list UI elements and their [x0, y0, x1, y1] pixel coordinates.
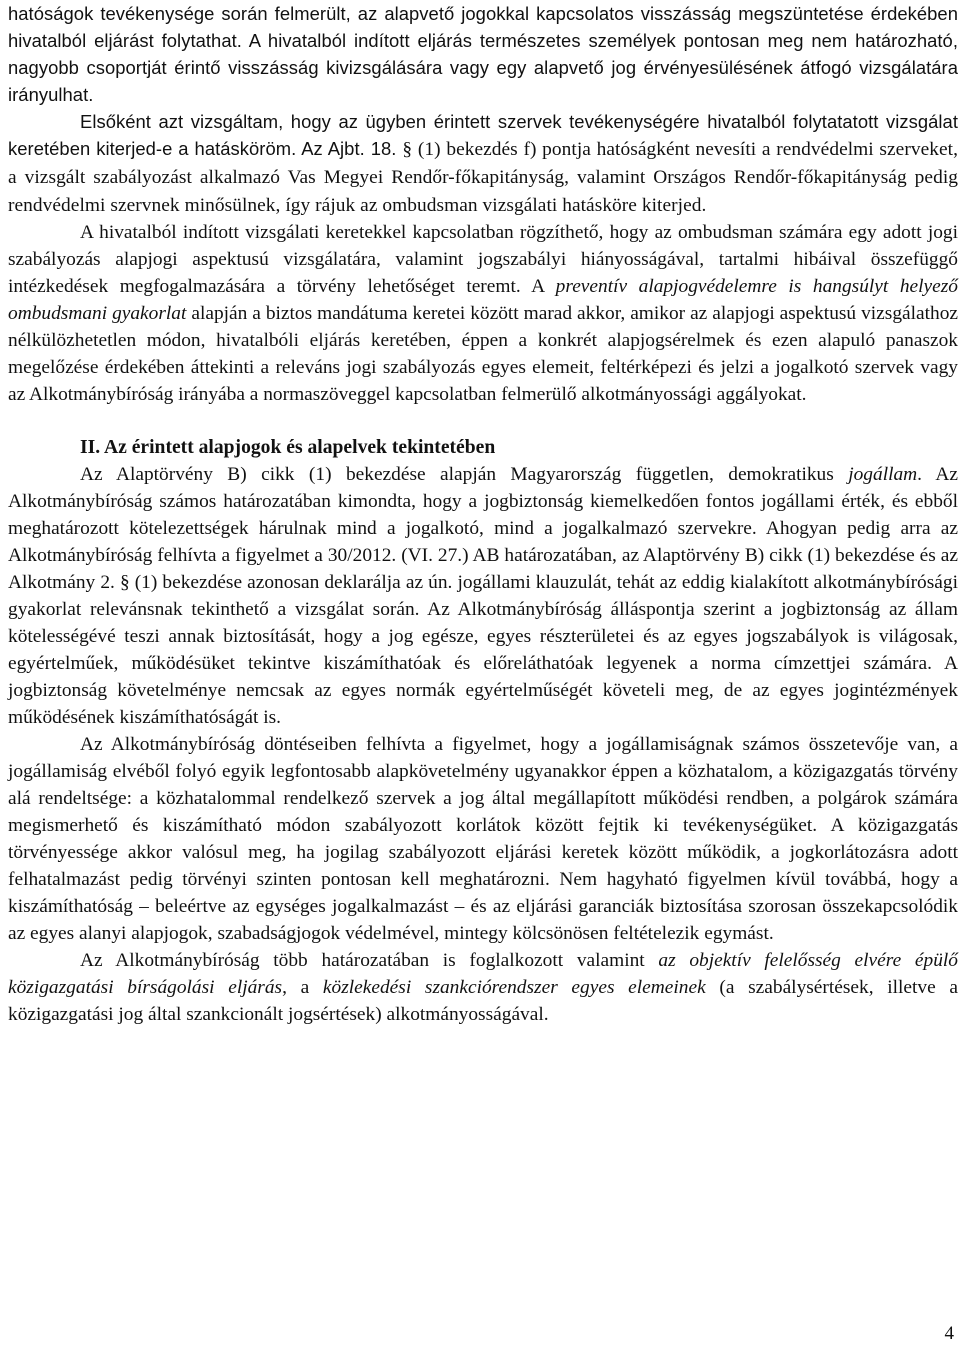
text-run: alapján a biztos mandátuma keretei között marad akkor, amikor az alapjogi aspektusú vizsgálathoz nélkülözhetetlen módon, hivatalbóli eljárás keretében, éppen a konkrét alapjogsérelmek és ezen alapuló panaszok megelőzése érdekében áttekinti a releváns jogi szabályozás egyes elemeit, feltérképezi és jelzi a jogalkotó szervek vagy az Alkotmánybíróság irányába a normaszöveggel kapcsolatban felmerülő alkotmányossági aggályokat.	[8, 303, 958, 405]
emphasis-preventive-practice: preventív alapjogvédelemre is hangsúlyt helyező ombudsmani gyakorlat	[8, 276, 958, 324]
paragraph-preventive-protection	[8, 219, 958, 408]
text-run: Elsőként azt vizsgáltam, hogy az ügyben érintett szervek tevékenységére hivatalból folytatatott vizsgálat keretében kiterjed-e a hatásköröm. Az Ajbt. 18.	[8, 111, 958, 159]
emphasis-jogallam: jogállam	[848, 464, 918, 485]
text-run: (a szabálysértések, illetve a közigazgatási jog által szankcionált jogsértések) alkotmányosságával.	[8, 977, 958, 1025]
text-run: Az Alkotmánybíróság több határozatában is foglalkozott valamint	[80, 950, 659, 971]
emphasis-objective-liability: az objektív felelősség elvére épülő közigazgatási bírságolási eljárás	[8, 950, 958, 998]
paragraph-public-administration	[8, 731, 958, 947]
paragraph-ex-officio-procedure	[8, 0, 958, 108]
text-run: hatóságok tevékenysége során felmerült, az alapvető jogokkal kapcsolatos visszásság megszüntetése érdekében hivatalból eljárást folytathat. A hivatalból indított eljárás természetes személyek pontosan meg nem határozható, nagyobb csoportját érintő visszásság kivizsgálására vagy egy alapvető jog érvényesülésének átfogó vizsgálatára irányulhat.	[8, 3, 958, 105]
text-run: A hivatalból indított vizsgálati keretekkel kapcsolatban rögzíthető, hogy az ombudsman számára egy adott jogi szabályozás alapjogi aspektusú vizsgálatára, valamint jogszabályi hiányosságával, tartalmi hibáival összefüggő intézkedések megfogalmazására a törvény lehetőséget teremt. A	[8, 222, 958, 297]
text-run: . Az Alkotmánybíróság számos határozatában kimondta, hogy a jogbiztonság kiemelkedően fontos jogállami érték, és ebből meghatározott kötelezettségek hárulnak mind a jogalkotó, mind a jogalkalmazó szervekre. Ahogyan pedig arra az Alkotmánybíróság felhívta a figyelmet a 30/2012. (VI. 27.) AB határozatában, az Alaptörvény B) cikk (1) bekezdése és az Alkotmány 2. § (1) bekezdése azonosan deklarálja az ún. jogállami klauzulát, tehát az eddig kialakított alkotmánybírósági gyakorlat relevánsnak tekinthető a vizsgálat során. Az Alkotmánybíróság álláspontja szerint a jogbiztonság az állam kötelességévé teszi annak biztosítását, hogy a jog egésze, egyes részterületei és az egyes jogszabályok is világosak, egyértelműek, működésüket tekintve kiszámíthatóak és előreláthatóak legyenek a norma címzettjei számára. A jogbiztonság követelménye nemcsak az egyes normák egyértelműségét követeli meg, de az egyes jogintézmények működésének kiszámíthatóságát is.	[8, 464, 958, 728]
text-run: Az Alaptörvény B) cikk (1) bekezdése alapján Magyarország független, demokratikus	[80, 464, 849, 485]
section-number: II.	[80, 437, 101, 458]
page-number: 4	[944, 1323, 954, 1344]
document-page	[8, 0, 958, 1028]
paragraph-competence	[8, 108, 958, 219]
section-heading	[8, 434, 958, 461]
section-title: Az érintett alapjogok és alapelvek tekintetében	[100, 437, 496, 458]
emphasis-traffic-sanctions: közlekedési szankciórendszer egyes elemeinek	[322, 977, 706, 998]
paragraph-rule-of-law	[8, 461, 958, 731]
text-run: , a	[282, 977, 323, 998]
text-run: § (1) bekezdés f) pontja hatóságként nevesíti a rendvédelmi szerveket, a vizsgált szabályozást alkalmazó Vas Megyei Rendőr-főkapitányság, valamint Országos Rendőr-főkapitányság pedig rendvédelmi szervnek minősülnek, így rájuk az ombudsman vizsgálati hatásköre kiterjed.	[8, 139, 958, 216]
paragraph-objective-liability	[8, 947, 958, 1028]
text-run: Az Alkotmánybíróság döntéseiben felhívta a figyelmet, hogy a jogállamiságnak számos összetevője van, a jogállamiság elvéből folyó egyik legfontosabb alapkövetelmény ugyanakkor éppen a közhatalom, a közigazgatás törvény alá rendeltsége: a közhatalommal rendelkező szervek a jog által megállapított működési rendben, a polgárok számára megismerhető és kiszámítható módon szabályozott korlátok között fejtik ki tevékenységüket. A közigazgatás törvényessége akkor valósul meg, ha jogilag szabályozott eljárási keretek között működik, a jogkorlátozásra adott felhatalmazást pedig törvényi szinten pontosan kell meghatározni. Nem hagyható figyelmen kívül továbbá, hogy a kiszámíthatóság – beleértve az egységes jogalkalmazást – és az eljárási garanciák biztosítása szorosan összekapcsolódik az egyes alanyi alapjogok, szabadságjogok védelmével, mintegy kölcsönösen feltételezik egymást.	[8, 734, 958, 944]
